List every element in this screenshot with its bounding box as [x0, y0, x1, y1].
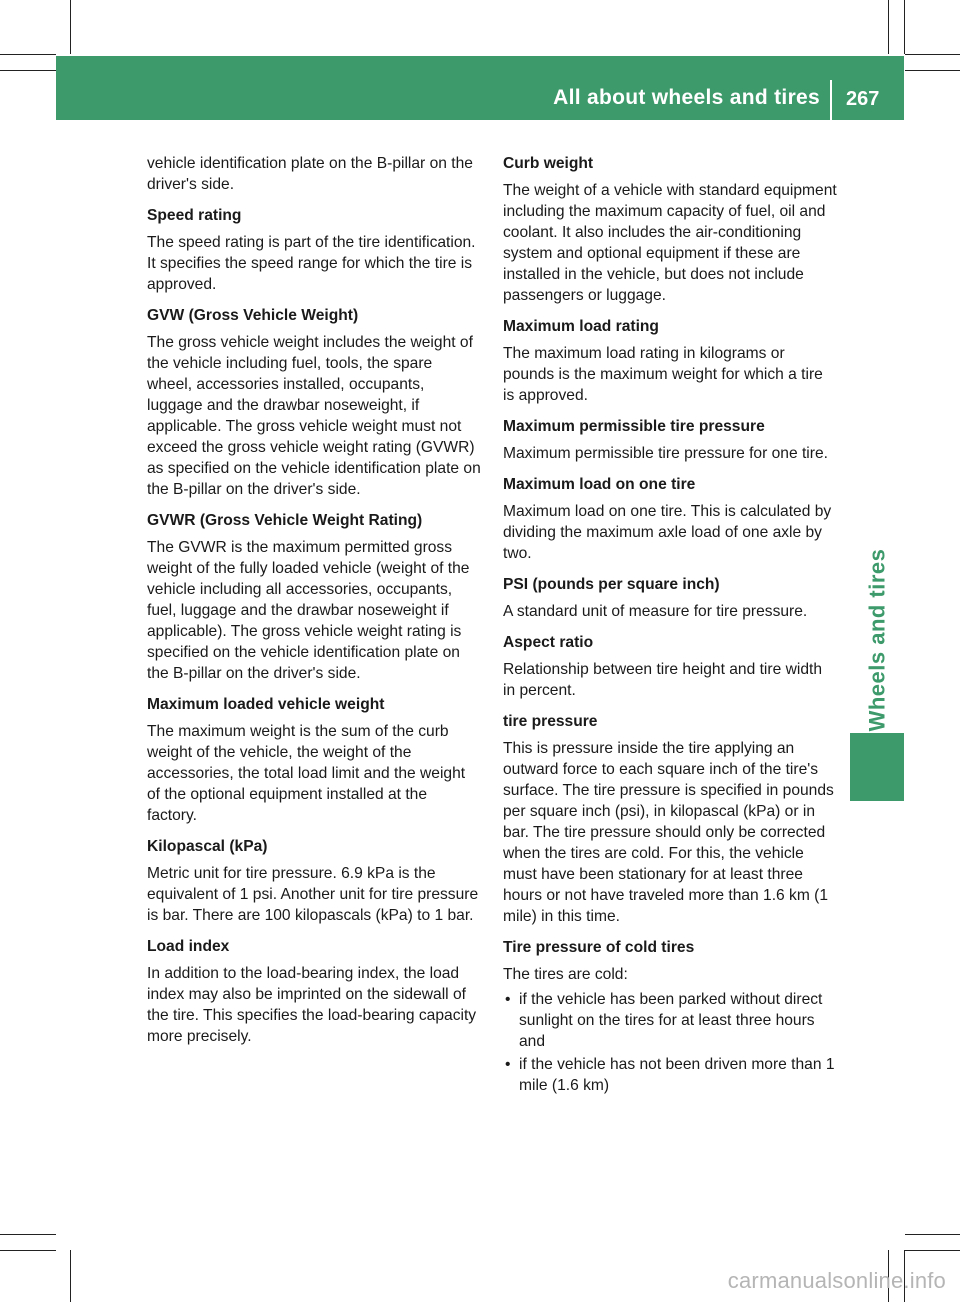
page-title: All about wheels and tires	[553, 86, 820, 109]
term-definition: The gross vehicle weight includes the weight of the vehicle including fuel, tools, the spare wheel, accessories installed, occupants, luggage and the drawbar noseweight, if applicable. The gross vehicle weight must not exceed the gross vehicle weight rating (GVWR) as specified on the vehicle identification plate on the B-pillar on the driver's side.	[147, 334, 481, 498]
intro-text: vehicle identification plate on the B-pillar on the driver's side.	[147, 155, 473, 193]
term-heading: Curb weight	[503, 155, 594, 172]
term-definition: This is pressure inside the tire applying an outward force to each square inch of the tire's surface. The tire pressure is specified in pounds per square inch (psi), in kilopascal (kPa) or in bar. The tire pressure should only be corrected when the tires are cold. For this, the vehicle must have been stationary for at least three hours or not have traveled more than 1.6 km (1 mile) in this time.	[503, 740, 834, 925]
list-item: • if the vehicle has not been driven more than 1 mile (1.6 km)	[503, 1054, 837, 1096]
list-item: • if the vehicle has been parked without direct sunlight on the tires for at least three hours and	[503, 989, 837, 1052]
right-column	[503, 153, 837, 1098]
crop-mark	[905, 70, 960, 71]
crop-mark	[905, 1234, 960, 1235]
term-heading: Maximum permissible tire pressure	[503, 418, 765, 435]
term-heading: Aspect ratio	[503, 634, 594, 651]
header-divider	[830, 80, 832, 120]
term-heading: GVW (Gross Vehicle Weight)	[147, 307, 359, 324]
term-definition: Maximum permissible tire pressure for one tire.	[503, 445, 828, 462]
term-definition: Metric unit for tire pressure. 6.9 kPa is the equivalent of 1 psi. Another unit for tire pressure is bar. There are 100 kilopascals (kPa) to 1 bar.	[147, 865, 479, 924]
side-tab-label: Wheels and tires	[864, 548, 889, 732]
term-definition: The maximum weight is the sum of the curb weight of the vehicle, the weight of the accessories, the total load limit and the weight of the optional equipment installed at the factory.	[147, 723, 466, 824]
crop-mark	[905, 54, 960, 55]
term-definition: Maximum load on one tire. This is calculated by dividing the maximum axle load of one axle by two.	[503, 503, 832, 562]
term-definition: The GVWR is the maximum permitted gross weight of the fully loaded vehicle (weight of the vehicle including all accessories, occupants, fuel, luggage and the drawbar noseweight if applicable). The gross vehicle weight rating is specified on the vehicle identification plate on the B-pillar on the driver's side.	[147, 539, 470, 682]
term-heading: PSI (pounds per square inch)	[503, 576, 720, 593]
term-heading: Load index	[147, 938, 230, 955]
crop-mark	[905, 1250, 960, 1251]
crop-mark	[888, 0, 889, 54]
term-definition: A standard unit of measure for tire pressure.	[503, 603, 808, 620]
left-column	[147, 153, 481, 1057]
page-number: 267	[846, 88, 880, 110]
term-heading: Maximum loaded vehicle weight	[147, 696, 385, 713]
term-heading: Speed rating	[147, 207, 242, 224]
term-heading: Tire pressure of cold tires	[503, 939, 695, 956]
term-definition: The speed rating is part of the tire identification. It specifies the speed range for which the tire is approved.	[147, 234, 476, 293]
term-definition: The tires are cold:	[503, 966, 628, 983]
crop-mark	[904, 0, 905, 54]
side-tab	[850, 540, 904, 740]
watermark: carmanualsonline.info	[727, 1268, 946, 1293]
term-heading: GVWR (Gross Vehicle Weight Rating)	[147, 512, 423, 529]
term-definition: In addition to the load-bearing index, the load index may also be imprinted on the sidewall of the tire. This specifies the load-bearing capacity more precisely.	[147, 965, 477, 1045]
bullet-list	[503, 989, 837, 1096]
crop-mark	[0, 70, 56, 71]
term-heading: Maximum load rating	[503, 318, 659, 335]
term-definition: The weight of a vehicle with standard equipment including the maximum capacity of fuel, oil and coolant. It also includes the air-conditioning system and optional equipment if these are installed in the vehicle, but does not include passengers or luggage.	[503, 182, 837, 304]
crop-mark	[70, 0, 71, 54]
term-definition: The maximum load rating in kilograms or pounds is the maximum weight for which a tire is approved.	[503, 345, 823, 404]
crop-mark	[0, 1234, 56, 1235]
term-heading: tire pressure	[503, 713, 598, 730]
side-tab-marker	[850, 733, 904, 801]
term-heading: Kilopascal (kPa)	[147, 838, 268, 855]
crop-mark	[0, 1250, 56, 1251]
term-definition: Relationship between tire height and tire width in percent.	[503, 661, 823, 699]
term-heading: Maximum load on one tire	[503, 476, 696, 493]
crop-mark	[70, 1250, 71, 1302]
crop-mark	[0, 54, 56, 55]
